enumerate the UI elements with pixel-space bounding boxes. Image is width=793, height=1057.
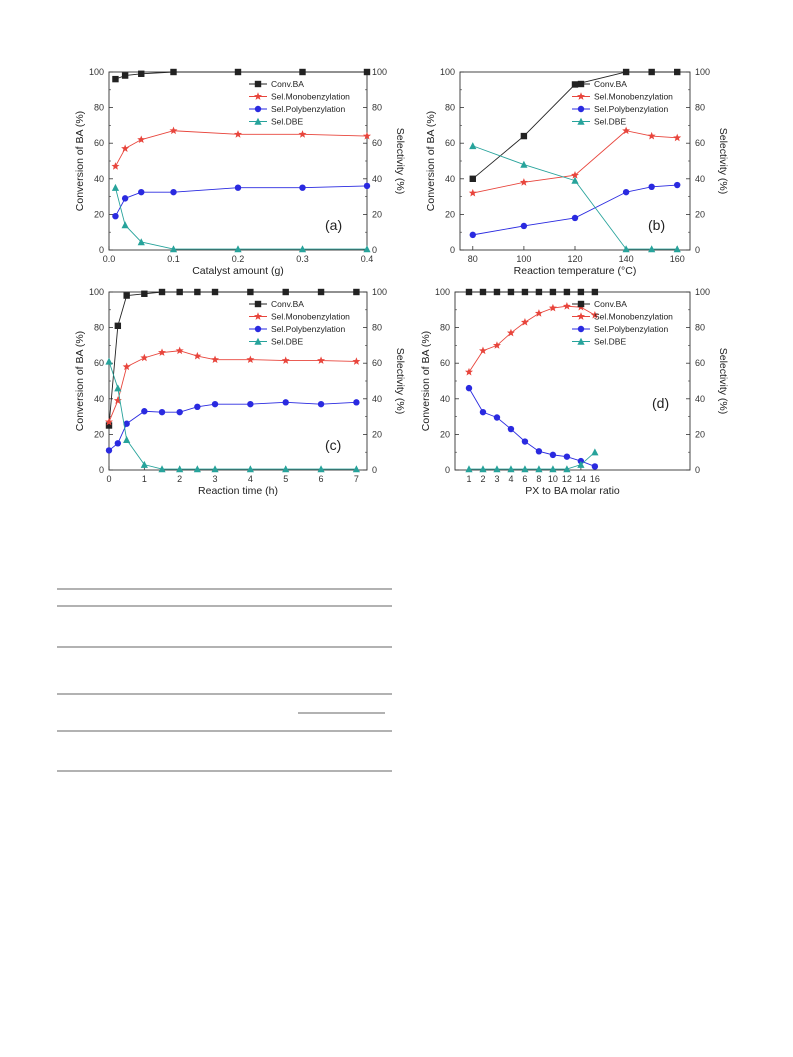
x-axis-label: PX to BA molar ratio — [525, 485, 620, 497]
data-point — [317, 356, 325, 364]
y-axis-label-right: Selectivity (%) — [394, 127, 406, 195]
data-point — [571, 177, 578, 184]
y-tick-label-left: 100 — [434, 287, 450, 297]
data-point — [563, 302, 571, 310]
data-point — [123, 363, 131, 371]
y-tick-label-left: 20 — [93, 429, 104, 440]
data-point — [550, 289, 556, 295]
series-poly — [466, 385, 598, 470]
data-point — [112, 76, 118, 82]
y-tick-label-right: 80 — [372, 322, 383, 333]
data-point — [122, 221, 129, 228]
legend-entry: Sel.DBE — [594, 336, 627, 347]
data-point — [592, 289, 598, 295]
x-axis-label: Reaction temperature (°C) — [513, 265, 637, 277]
legend-entry: Sel.Monobenzylation — [271, 91, 350, 102]
data-point — [140, 354, 148, 362]
data-point — [480, 409, 486, 415]
y-tick-label-left: 40 — [93, 393, 104, 404]
data-point — [194, 404, 200, 410]
data-point — [121, 144, 129, 152]
panel-label: (c) — [325, 437, 342, 453]
legend-entry: Sel.DBE — [594, 116, 627, 127]
x-tick-label: 160 — [669, 254, 685, 264]
data-point — [521, 223, 527, 229]
data-point — [578, 289, 584, 295]
y-tick-label-left: 80 — [439, 322, 450, 333]
x-tick-label: 1 — [466, 474, 472, 484]
x-axis-label: Reaction time (h) — [198, 485, 278, 497]
data-point — [170, 69, 176, 75]
data-point — [318, 401, 324, 407]
data-point — [673, 134, 681, 142]
y-tick-label-left: 80 — [93, 102, 104, 113]
legend-entry: Conv.BA — [271, 299, 304, 309]
data-point — [470, 176, 476, 182]
data-point — [592, 463, 598, 469]
x-tick-label: 0.4 — [360, 254, 374, 264]
data-point — [158, 348, 166, 356]
legend-entry: Sel.Monobenzylation — [594, 91, 673, 102]
x-tick-label: 0.0 — [102, 254, 116, 264]
data-point — [674, 182, 680, 188]
x-tick-label: 3 — [212, 474, 218, 484]
y-tick-label-right: 40 — [695, 173, 706, 184]
x-tick-label: 0.2 — [231, 254, 245, 264]
data-point — [564, 453, 570, 459]
data-point — [123, 292, 129, 298]
y-tick-label-right: 80 — [695, 102, 706, 113]
x-tick-label: 2 — [177, 474, 183, 484]
y-axis-label-left: Conversion of BA (%) — [425, 110, 437, 212]
data-point — [115, 440, 121, 446]
series-line — [473, 72, 677, 179]
y-tick-label-right: 80 — [372, 102, 383, 113]
legend-marker — [255, 106, 261, 112]
y-tick-label-left: 0 — [449, 245, 455, 255]
y-tick-label-right: 40 — [372, 173, 383, 184]
data-point — [480, 289, 486, 295]
data-point — [318, 289, 324, 295]
data-point — [550, 452, 556, 458]
x-tick-label: 4 — [508, 474, 514, 484]
legend-entry: Sel.Polybenzylation — [271, 324, 346, 334]
data-point — [112, 184, 119, 191]
data-point — [470, 232, 476, 238]
y-tick-label-left: 60 — [444, 138, 455, 149]
series-line — [473, 146, 677, 249]
data-point — [572, 81, 578, 87]
y-tick-label-right: 100 — [372, 287, 388, 297]
data-point — [176, 289, 182, 295]
data-point — [114, 384, 121, 391]
series-conv — [470, 69, 681, 182]
legend — [249, 299, 350, 347]
data-point — [138, 189, 144, 195]
data-point — [299, 69, 305, 75]
y-tick-label-left: 100 — [88, 67, 104, 77]
y-tick-label-left: 40 — [439, 393, 450, 404]
y-tick-label-left: 100 — [439, 67, 455, 77]
x-tick-label: 80 — [467, 254, 478, 264]
y-axis-label-left: Conversion of BA (%) — [420, 330, 432, 432]
x-tick-label: 12 — [561, 474, 572, 484]
x-tick-label: 6 — [318, 474, 324, 484]
y-tick-label-left: 100 — [88, 287, 104, 297]
data-point — [122, 195, 128, 201]
y-tick-label-left: 20 — [93, 209, 104, 220]
data-point — [522, 289, 528, 295]
series-conv — [112, 69, 370, 83]
y-axis-label-right: Selectivity (%) — [717, 127, 729, 195]
y-tick-label-right: 20 — [372, 209, 383, 220]
data-point — [159, 409, 165, 415]
data-point — [466, 385, 472, 391]
legend-entry: Sel.Polybenzylation — [594, 104, 669, 114]
data-point — [283, 399, 289, 405]
data-point — [123, 436, 130, 443]
data-point — [137, 135, 145, 143]
y-tick-label-right: 60 — [372, 358, 383, 369]
chart-panel-d — [420, 287, 729, 497]
series-poly — [106, 399, 360, 453]
y-tick-label-left: 40 — [444, 173, 455, 184]
legend-entry: Conv.BA — [271, 79, 304, 89]
data-point — [176, 347, 184, 355]
legend-entry: Conv.BA — [594, 299, 627, 309]
y-tick-label-right: 0 — [372, 245, 378, 255]
data-point — [141, 291, 147, 297]
y-tick-label-right: 100 — [695, 287, 711, 297]
series-poly — [112, 183, 370, 220]
series-line — [473, 185, 677, 235]
x-tick-label: 140 — [618, 254, 634, 264]
data-point — [508, 426, 514, 432]
data-point — [465, 368, 473, 376]
x-axis-label: Catalyst amount (g) — [192, 265, 284, 277]
y-axis-label-right: Selectivity (%) — [394, 347, 406, 415]
data-point — [193, 352, 201, 360]
chart-panel-a — [74, 67, 406, 277]
legend-marker — [577, 92, 585, 100]
legend-marker — [578, 81, 584, 87]
series-dbe — [105, 358, 360, 473]
series-line — [115, 72, 367, 79]
legend-marker — [255, 326, 261, 332]
x-tick-label: 3 — [494, 474, 500, 484]
data-point — [364, 183, 370, 189]
data-point — [674, 69, 680, 75]
data-point — [536, 448, 542, 454]
y-tick-label-left: 0 — [98, 245, 104, 255]
chart-panel-c — [74, 287, 406, 497]
y-axis-label-right: Selectivity (%) — [717, 347, 729, 415]
series-line — [109, 361, 356, 469]
legend-entry: Sel.Monobenzylation — [594, 311, 673, 322]
data-point — [299, 130, 307, 138]
x-tick-label: 10 — [547, 474, 558, 484]
data-point — [521, 133, 527, 139]
data-point — [235, 185, 241, 191]
data-point — [283, 289, 289, 295]
y-tick-label-right: 60 — [372, 138, 383, 149]
data-point — [111, 162, 119, 170]
data-point — [591, 448, 598, 455]
series-mono — [465, 302, 599, 375]
series-dbe — [469, 142, 681, 252]
data-point — [353, 289, 359, 295]
legend — [572, 79, 673, 127]
x-tick-label: 16 — [589, 474, 600, 484]
y-tick-label-right: 20 — [695, 209, 706, 220]
x-tick-label: 6 — [522, 474, 528, 484]
y-tick-label-right: 40 — [372, 393, 383, 404]
data-point — [246, 355, 254, 363]
data-point — [536, 289, 542, 295]
data-point — [170, 127, 178, 135]
series-line — [469, 388, 595, 466]
y-tick-label-right: 60 — [695, 138, 706, 149]
data-point — [106, 447, 112, 453]
data-point — [282, 356, 290, 364]
table-rules — [57, 589, 392, 771]
data-point — [299, 185, 305, 191]
y-axis-label-left: Conversion of BA (%) — [74, 330, 86, 432]
series-mono — [111, 127, 371, 170]
panel-label: (a) — [325, 217, 343, 233]
y-tick-label-left: 60 — [93, 138, 104, 149]
data-point — [211, 355, 219, 363]
x-tick-label: 8 — [536, 474, 542, 484]
y-tick-label-left: 60 — [439, 358, 450, 369]
legend-marker — [254, 92, 262, 100]
y-tick-label-right: 0 — [695, 465, 701, 475]
data-point — [572, 215, 578, 221]
data-point — [466, 289, 472, 295]
data-point — [176, 409, 182, 415]
series-line — [115, 186, 367, 216]
x-tick-label: 0.1 — [167, 254, 180, 264]
data-point — [115, 323, 121, 329]
data-point — [508, 289, 514, 295]
series-line — [115, 131, 367, 167]
data-point — [623, 189, 629, 195]
data-point — [469, 189, 477, 197]
data-point — [564, 289, 570, 295]
data-point — [352, 357, 360, 365]
y-tick-label-left: 20 — [444, 209, 455, 220]
x-tick-label: 4 — [247, 474, 253, 484]
x-tick-label: 7 — [353, 474, 359, 484]
legend-entry: Sel.Polybenzylation — [594, 324, 669, 334]
legend-marker — [254, 312, 262, 320]
y-tick-label-left: 80 — [444, 102, 455, 113]
x-tick-label: 100 — [516, 254, 532, 264]
data-point — [648, 132, 656, 140]
data-point — [212, 401, 218, 407]
series-line — [469, 452, 595, 469]
legend-marker — [578, 301, 584, 307]
legend-marker — [578, 106, 584, 112]
data-point — [469, 142, 476, 149]
legend-marker — [255, 301, 261, 307]
legend — [572, 299, 673, 347]
legend-marker — [577, 312, 585, 320]
series-conv — [466, 289, 598, 295]
data-point — [141, 408, 147, 414]
data-point — [247, 289, 253, 295]
data-point — [520, 178, 528, 186]
data-point — [648, 69, 654, 75]
y-tick-label-left: 20 — [439, 429, 450, 440]
legend-marker — [255, 81, 261, 87]
panel-label: (d) — [652, 395, 670, 411]
data-point — [141, 461, 148, 468]
data-point — [234, 130, 242, 138]
data-point — [112, 213, 118, 219]
data-point — [212, 289, 218, 295]
x-tick-label: 0 — [106, 474, 112, 484]
x-tick-label: 1 — [141, 474, 147, 484]
data-point — [194, 289, 200, 295]
y-tick-label-left: 80 — [93, 322, 104, 333]
y-tick-label-right: 0 — [372, 465, 378, 475]
chart-panel-b — [425, 67, 729, 277]
y-tick-label-left: 40 — [93, 173, 104, 184]
data-point — [170, 189, 176, 195]
y-tick-label-right: 60 — [695, 358, 706, 369]
data-point — [623, 69, 629, 75]
y-tick-label-left: 0 — [444, 465, 450, 475]
data-point — [549, 304, 557, 312]
data-point — [520, 161, 527, 168]
data-point — [122, 72, 128, 78]
y-tick-label-right: 80 — [695, 322, 706, 333]
data-point — [648, 184, 654, 190]
y-tick-label-right: 100 — [372, 67, 388, 77]
legend-entry: Sel.Polybenzylation — [271, 104, 346, 114]
data-point — [138, 71, 144, 77]
data-point — [353, 399, 359, 405]
data-point — [494, 289, 500, 295]
y-tick-label-left: 0 — [98, 465, 104, 475]
data-point — [364, 69, 370, 75]
legend-entry: Sel.Monobenzylation — [271, 311, 350, 322]
y-tick-label-right: 40 — [695, 393, 706, 404]
legend — [249, 79, 350, 127]
data-point — [494, 414, 500, 420]
x-tick-label: 14 — [575, 474, 586, 484]
legend-marker — [578, 326, 584, 332]
y-tick-label-right: 20 — [695, 429, 706, 440]
y-tick-label-right: 0 — [695, 245, 701, 255]
x-tick-label: 2 — [480, 474, 486, 484]
legend-entry: Sel.DBE — [271, 336, 304, 347]
data-point — [235, 69, 241, 75]
x-tick-label: 120 — [567, 254, 583, 264]
x-tick-label: 0.3 — [296, 254, 309, 264]
data-point — [479, 347, 487, 355]
legend-entry: Conv.BA — [594, 79, 627, 89]
panel-label: (b) — [648, 217, 666, 233]
x-tick-label: 5 — [283, 474, 289, 484]
data-point — [522, 438, 528, 444]
y-axis-label-left: Conversion of BA (%) — [74, 110, 86, 212]
data-point — [247, 401, 253, 407]
y-tick-label-right: 100 — [695, 67, 711, 77]
legend-entry: Sel.DBE — [271, 116, 304, 127]
y-tick-label-right: 20 — [372, 429, 383, 440]
y-tick-label-left: 60 — [93, 358, 104, 369]
data-point — [105, 358, 112, 365]
data-point — [159, 289, 165, 295]
